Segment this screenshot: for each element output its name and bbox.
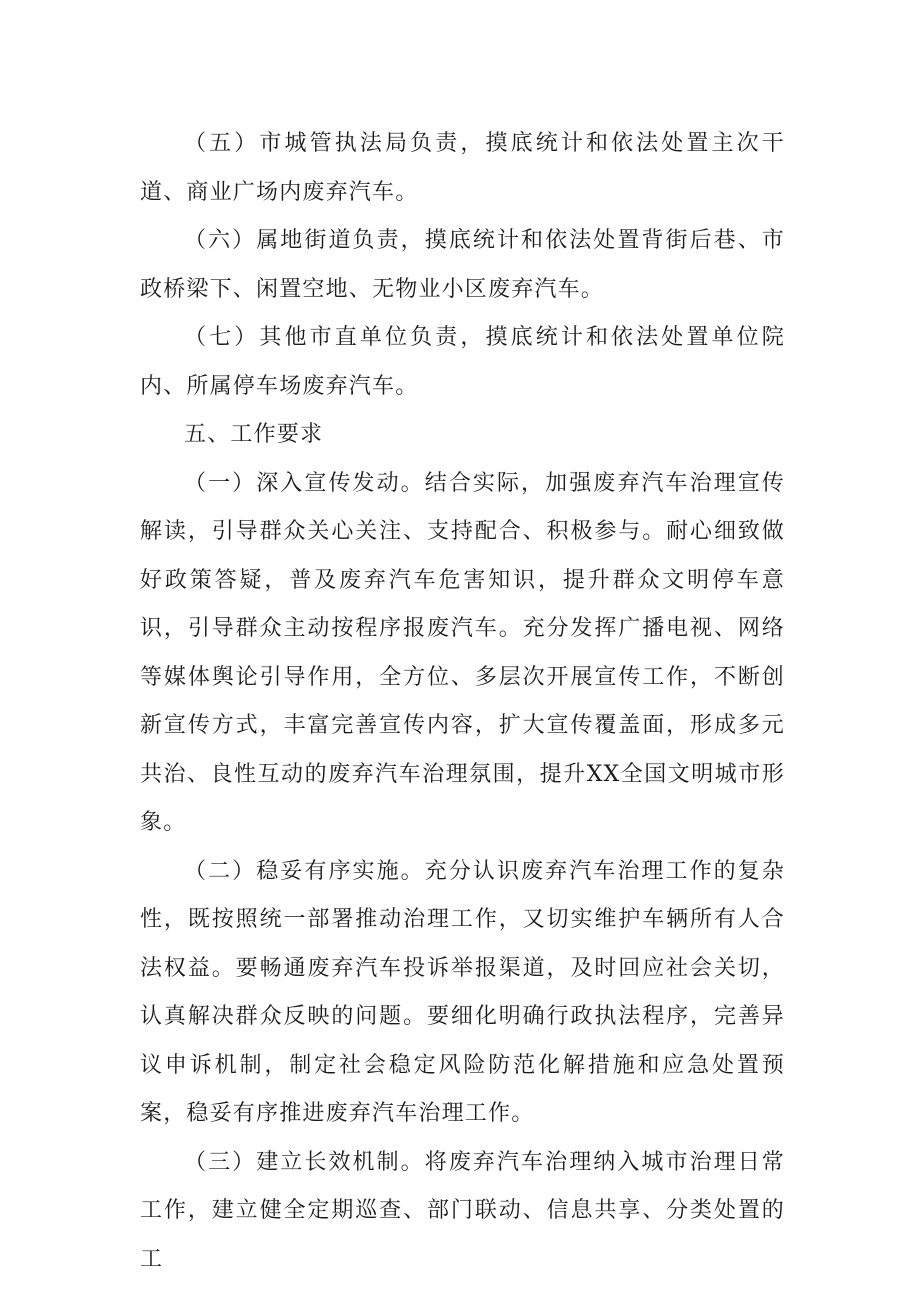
paragraph-responsibility-5: （五）市城管执法局负责，摸底统计和依法处置主次干道、商业广场内废弃汽车。 bbox=[140, 131, 785, 205]
section-heading: 五、工作要求 bbox=[184, 422, 324, 447]
paragraph-requirement-1: （一）深入宣传发动。结合实际，加强废弃汽车治理宣传解读，引导群众关心关注、支持配合、积极参与。耐心细致做好政策答疑，普及废弃汽车危害知识，提升群众文明停车意识，引导群众主动按程序报废汽车。充分发挥广播电视、网络等媒体舆论引导作用，全方位、多层次开展宣传工作，不断创新宣传方式，丰富完善宣传内容，扩大宣传覆盖面，形成多元共治、良性互动的废弃汽车治理氛围，提升XX全国文明城市形象。 bbox=[140, 470, 785, 835]
paragraph-requirement-3: （三）建立长效机制。将废弃汽车治理纳入城市治理日常工作，建立健全定期巡查、部门联动、信息共享、分类处置的工 bbox=[140, 1149, 785, 1272]
paragraph-responsibility-6: （六）属地街道负责，摸底统计和依法处置背街后巷、市政桥梁下、闲置空地、无物业小区废弃汽车。 bbox=[140, 228, 785, 302]
document-page bbox=[140, 120, 785, 1284]
paragraph-requirement-2: （二）稳妥有序实施。充分认识废弃汽车治理工作的复杂性，既按照统一部署推动治理工作，又切实维护车辆所有人合法权益。要畅通废弃汽车投诉举报渠道，及时回应社会关切，认真解决群众反映的问题。要细化明确行政执法程序，完善异议申诉机制，制定社会稳定风险防范化解措施和应急处置预案，稳妥有序推进废弃汽车治理工作。 bbox=[140, 858, 785, 1126]
paragraph-responsibility-7: （七）其他市直单位负责，摸底统计和依法处置单位院内、所属停车场废弃汽车。 bbox=[140, 325, 785, 399]
